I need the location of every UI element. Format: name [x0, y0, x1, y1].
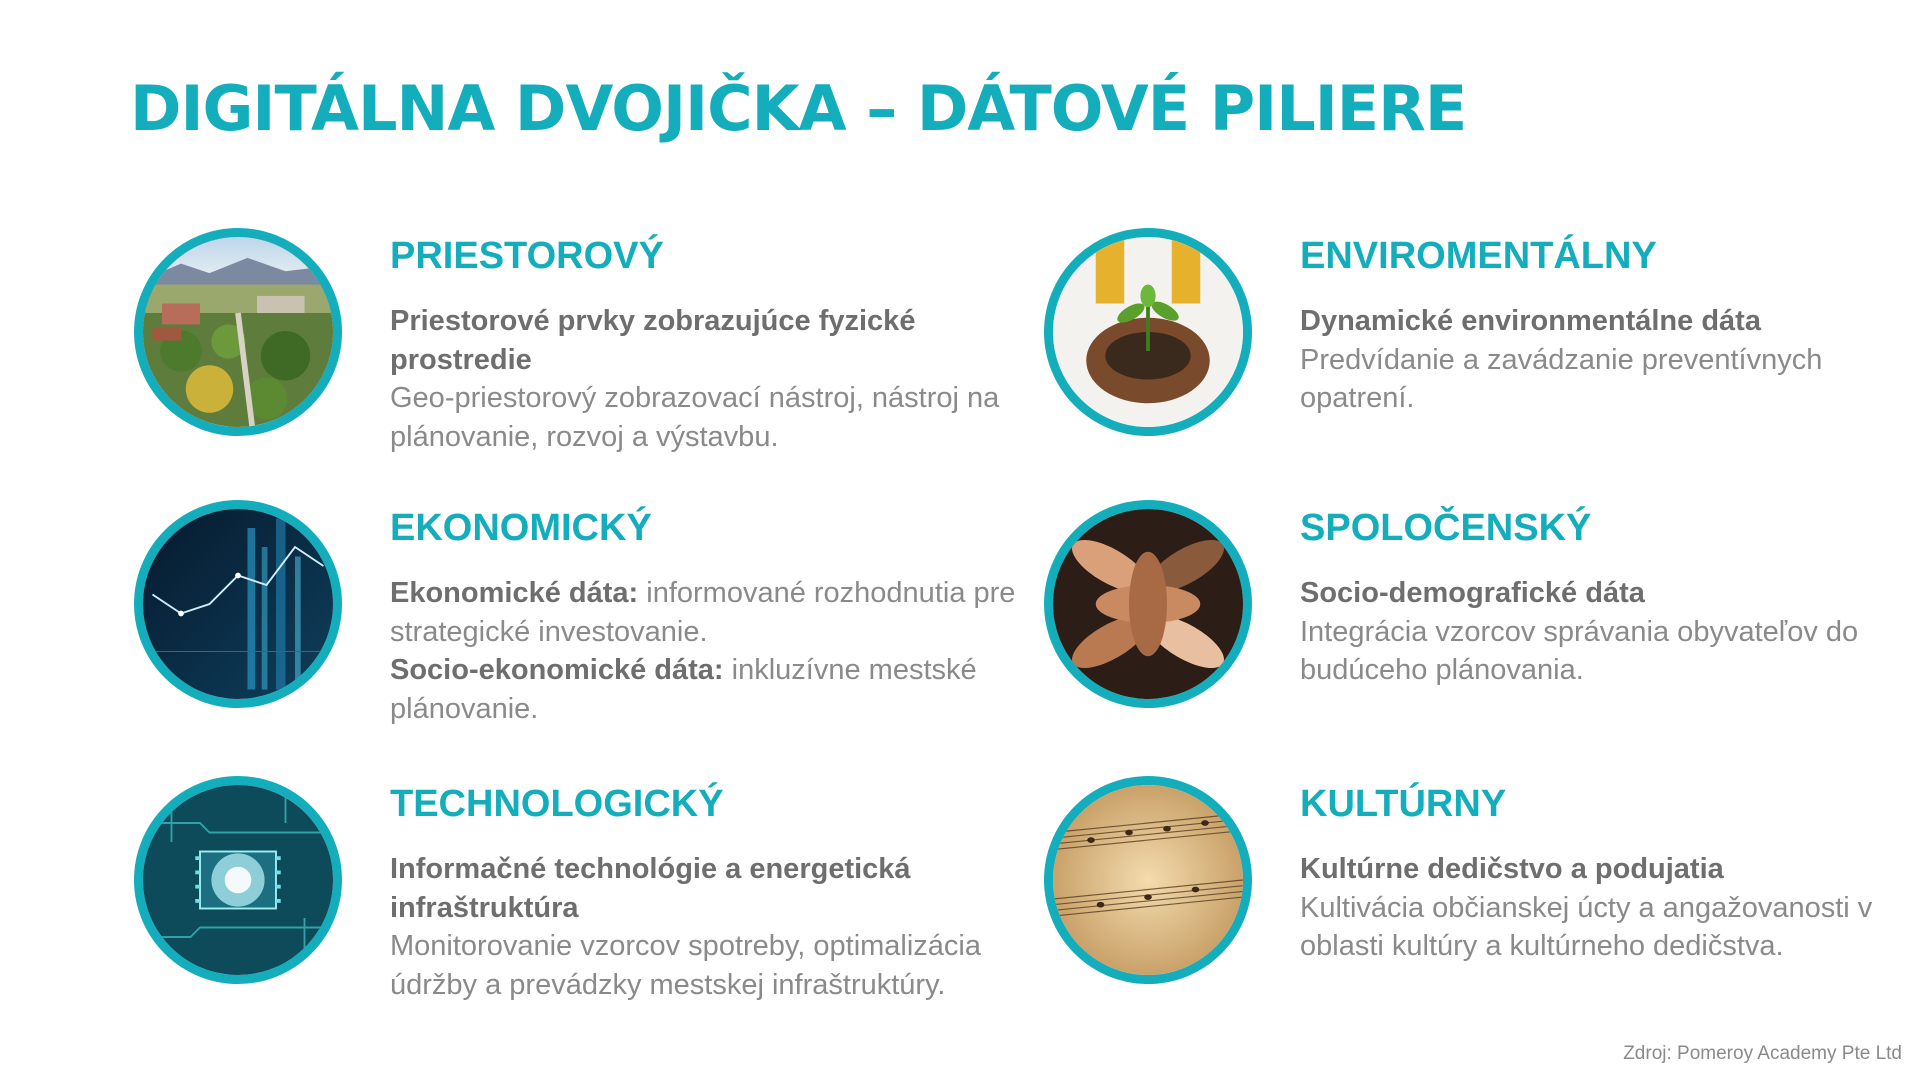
pillar-description: Monitorovanie vzorcov spotreby, optimalizácia údržby a prevádzky mestskej infraštruktúry. — [390, 930, 982, 1001]
sheet-music-photo — [1044, 776, 1252, 984]
pillar-body — [390, 302, 1030, 456]
circuit-board-chip-photo — [134, 776, 342, 984]
pillar-description: inkluzívne mestské plánovanie. — [390, 654, 977, 725]
pillar-ekonomicky — [134, 500, 1014, 760]
pillar-priestorovy — [134, 228, 1014, 488]
pillar-spolocensky — [1044, 500, 1920, 760]
pillar-body — [390, 574, 1030, 728]
pillar-text — [1300, 234, 1920, 418]
pillar-heading: SPOLOČENSKÝ — [1300, 507, 1592, 549]
source-credit: Zdroj: Pomeroy Academy Pte Ltd — [1623, 1043, 1902, 1064]
pillar-bold-text: Dynamické environmentálne dáta — [1300, 305, 1761, 337]
pillar-body — [390, 850, 1030, 1004]
pillar-paragraph-1 — [390, 574, 1030, 651]
pillar-description: Kultivácia občianskej úcty a angažovanosti v oblasti kultúry a kultúrneho dedičstva. — [1300, 891, 1873, 962]
pillar-heading: ENVIROMENTÁLNY — [1300, 235, 1657, 277]
pillar-body — [1300, 850, 1920, 966]
pillar-bold-text: Priestorové prvky zobrazujúce fyzické prostredie — [390, 305, 916, 376]
pillar-text — [390, 234, 1030, 456]
pillar-paragraph-2 — [390, 651, 1030, 728]
hands-holding-seedling-photo — [1044, 228, 1252, 436]
pillar-bold-text: Kultúrne dedičstvo a podujatia — [1300, 853, 1724, 885]
pillar-text — [390, 782, 1030, 1004]
pillar-text — [1300, 782, 1920, 966]
pillar-technologicky — [134, 776, 1014, 1036]
slide-title: DIGITÁLNA DVOJIČKA – DÁTOVÉ PILIERE — [130, 72, 1467, 145]
pillar-bold-text: Ekonomické dáta: — [390, 577, 639, 609]
pillar-body — [1300, 574, 1920, 690]
pillar-description: Geo-priestorový zobrazovací nástroj, nástroj na plánovanie, rozvoj a výstavbu. — [390, 382, 1000, 453]
pillar-text — [1300, 506, 1920, 690]
pillar-kulturny — [1044, 776, 1920, 1036]
pillar-description: informované rozhodnutia pre strategické investovanie. — [390, 577, 1016, 648]
pillar-heading: KULTÚRNY — [1300, 783, 1507, 825]
pillar-heading: TECHNOLOGICKÝ — [390, 783, 724, 825]
pillar-description: Predvídanie a zavádzanie preventívnych opatrení. — [1300, 343, 1823, 414]
pillar-heading: PRIESTOROVÝ — [390, 235, 664, 277]
aerial-city-photo — [134, 228, 342, 436]
pillar-bold-text: Socio-ekonomické dáta: — [390, 654, 724, 686]
pillar-description: Integrácia vzorcov správania obyvateľov do budúceho plánovania. — [1300, 615, 1859, 686]
pillar-bold-text: Socio-demografické dáta — [1300, 577, 1645, 609]
pillar-bold-text: Informačné technológie a energetická infraštruktúra — [390, 853, 911, 924]
joined-hands-photo — [1044, 500, 1252, 708]
financial-chart-photo — [134, 500, 342, 708]
pillar-enviromentalny — [1044, 228, 1920, 488]
pillar-text — [390, 506, 1030, 728]
pillar-body — [1300, 302, 1920, 418]
pillar-heading: EKONOMICKÝ — [390, 507, 652, 549]
